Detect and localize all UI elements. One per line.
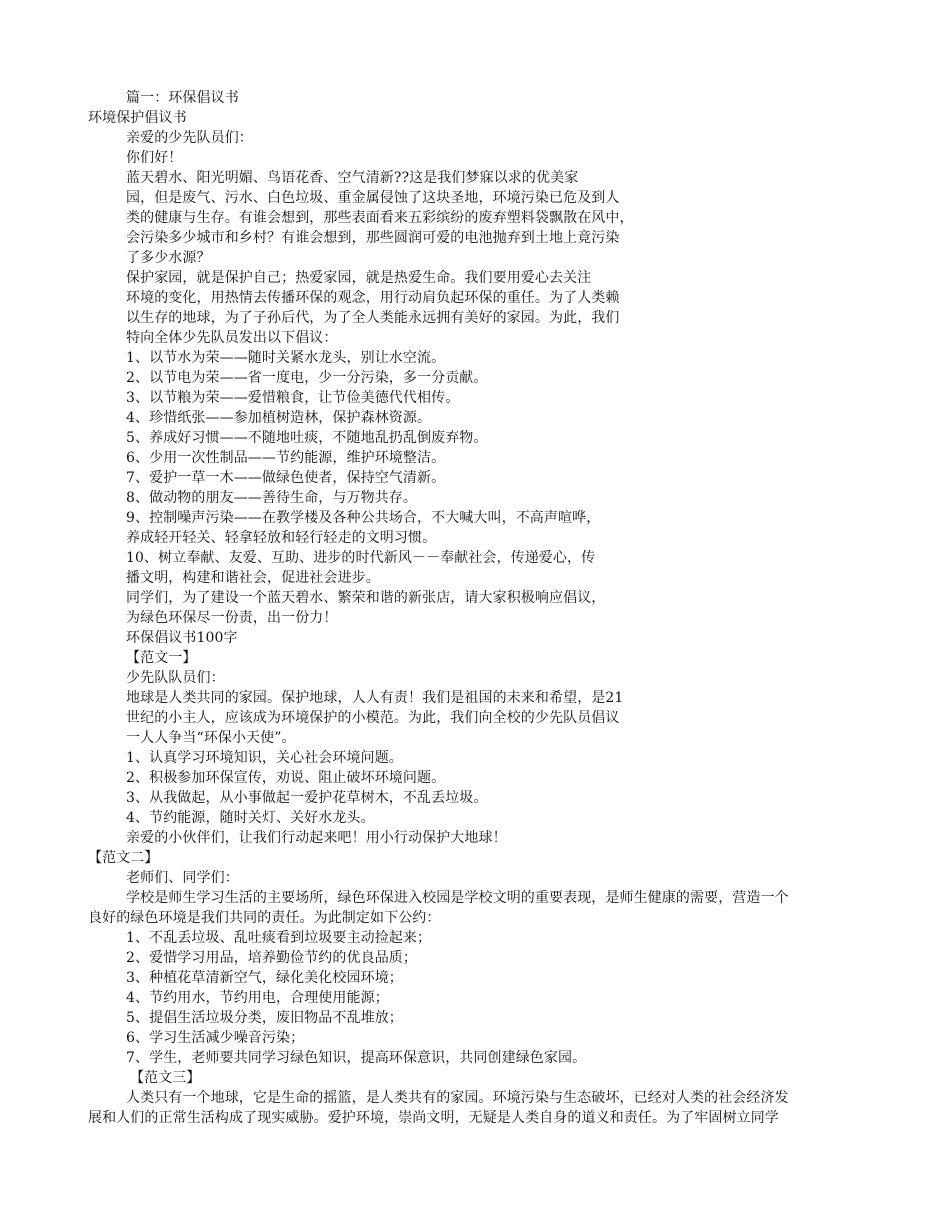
list-item: 2、爱惜学习用品，培养勤俭节约的优良品质； bbox=[126, 950, 418, 966]
list-item: 7、爱护一草一木——做绿色使者，保持空气清新。 bbox=[126, 470, 446, 486]
paragraph-line: 地球是人类共同的家园。保护地球，人人有责！我们是祖国的未来和希望，是21 bbox=[126, 690, 624, 706]
list-item: 4、节约用水，节约用电，合理使用能源； bbox=[126, 990, 389, 1006]
list-item: 3、种植花草清新空气，绿化美化校园环境； bbox=[126, 970, 403, 986]
paragraph-line: 学校是师生学习生活的主要场所，绿色环保进入校园是学校文明的重要表现，是师生健康的需要，营造一个 bbox=[126, 890, 789, 906]
list-item: 1、认真学习环境知识，关心社会环境问题。 bbox=[126, 750, 403, 766]
heading-title: 环境保护倡议书 bbox=[88, 110, 187, 126]
paragraph-line: 园，但是废气、污水、白色垃圾、重金属侵蚀了这块圣地，环境污染已危及到人 bbox=[126, 190, 620, 206]
paragraph-line: 环境的变化，用热情去传播环保的观念，用行动肩负起环保的重任。为了人类赖 bbox=[126, 290, 620, 306]
list-item: 5、提倡生活垃圾分类，废旧物品不乱堆放； bbox=[126, 1010, 403, 1026]
list-item: 9、控制噪声污染——在教学楼及各种公共场合，不大喊大叫，不高声喧哗， bbox=[126, 510, 601, 526]
paragraph-line: 会污染多少城市和乡村？有谁会想到，那些圆润可爱的电池抛弃到土地上竟污染 bbox=[126, 230, 620, 246]
paragraph-line: 蓝天碧水、阳光明媚、鸟语花香、空气清新??这是我们梦寐以求的优美家 bbox=[126, 170, 579, 186]
salutation: 少先队队员们： bbox=[126, 670, 225, 686]
list-item: 10、树立奉献、友爱、互助、进步的时代新风－－奉献社会，传递爱心，传 bbox=[126, 550, 596, 566]
sample-two-heading: 【范文二】 bbox=[88, 850, 159, 866]
paragraph-line: 特向全体少先队员发出以下倡议： bbox=[126, 330, 338, 346]
paragraph-line: 为绿色环保尽一份责，出一份力！ bbox=[126, 610, 338, 626]
list-item-continuation: 播文明，构建和谐社会，促进社会进步。 bbox=[126, 570, 380, 586]
salutation: 亲爱的少先队员们： bbox=[126, 130, 253, 146]
list-item: 3、以节粮为荣——爱惜粮食，让节俭美德代代相传。 bbox=[126, 390, 460, 406]
paragraph-line: 人类只有一个地球，它是生命的摇篮，是人类共有的家园。环境污染与生态破坏，已经对人类的社会经济发 bbox=[126, 1090, 789, 1106]
list-item: 4、节约能源，随时关灯、关好水龙头。 bbox=[126, 810, 375, 826]
paragraph-line: 一人人争当“环保小天使”。 bbox=[126, 730, 296, 746]
heading-part-one: 篇一：环保倡议书 bbox=[126, 90, 239, 106]
paragraph-line: 同学们，为了建设一个蓝天碧水、繁荣和谐的新张店，请大家积极响应倡议， bbox=[126, 590, 606, 606]
list-item: 5、养成好习惯——不随地吐痰，不随地乱扔乱倒废弃物。 bbox=[126, 430, 488, 446]
list-item: 6、学习生活减少噪音污染； bbox=[126, 1030, 305, 1046]
greeting: 你们好！ bbox=[126, 150, 183, 166]
salutation: 老师们、同学们： bbox=[126, 870, 239, 886]
list-item: 2、以节电为荣——省一度电，少一分污染，多一分贡献。 bbox=[126, 370, 488, 386]
list-item: 8、做动物的朋友——善待生命，与万物共存。 bbox=[126, 490, 418, 506]
list-item: 1、以节水为荣——随时关紧水龙头，别让水空流。 bbox=[126, 350, 446, 366]
paragraph-line: 良好的绿色环境是我们共同的责任。为此制定如下公约： bbox=[88, 910, 441, 926]
list-item: 2、积极参加环保宣传，劝说、阻止破坏环境问题。 bbox=[126, 770, 446, 786]
paragraph-line: 类的健康与生存。有谁会想到，那些表面看来五彩缤纷的废弃塑料袋飘散在风中， bbox=[126, 210, 634, 226]
list-item: 3、从我做起，从小事做起一爱护花草树木，不乱丢垃圾。 bbox=[126, 790, 488, 806]
list-item-continuation: 养成轻开轻关、轻拿轻放和轻行轻走的文明习惯。 bbox=[126, 530, 437, 546]
list-item: 4、珍惜纸张——参加植树造林，保护森林资源。 bbox=[126, 410, 432, 426]
sample-one-heading: 【范文一】 bbox=[126, 650, 197, 666]
sample-three-heading: 【范文三】 bbox=[130, 1070, 201, 1086]
list-item: 7、学生，老师要共同学习绿色知识，提高环保意识，共同创建绿色家园。 bbox=[126, 1050, 587, 1066]
list-item: 6、少用一次性制品——节约能源，维护环境整洁。 bbox=[126, 450, 446, 466]
paragraph-line: 了多少水源？ bbox=[126, 250, 211, 266]
paragraph-line: 以生存的地球，为了子孙后代，为了全人类能永远拥有美好的家园。为此，我们 bbox=[126, 310, 620, 326]
paragraph-line: 世纪的小主人，应该成为环境保护的小模范。为此，我们向全校的少先队员倡议 bbox=[126, 710, 620, 726]
list-item: 1、不乱丢垃圾、乱吐痰看到垃圾要主动捡起来； bbox=[126, 930, 432, 946]
paragraph-line: 展和人们的正常生活构成了现实威胁。爱护环境，崇尚文明，无疑是人类自身的道义和责任。为了牢固树立同学 bbox=[88, 1110, 779, 1126]
paragraph-line: 保护家园，就是保护自己；热爱家园，就是热爱生命。我们要用爱心去关注 bbox=[126, 270, 592, 286]
paragraph-line: 亲爱的小伙伴们，让我们行动起来吧！用小行动保护大地球！ bbox=[126, 830, 507, 846]
section-heading: 环保倡议书100字 bbox=[126, 630, 238, 646]
